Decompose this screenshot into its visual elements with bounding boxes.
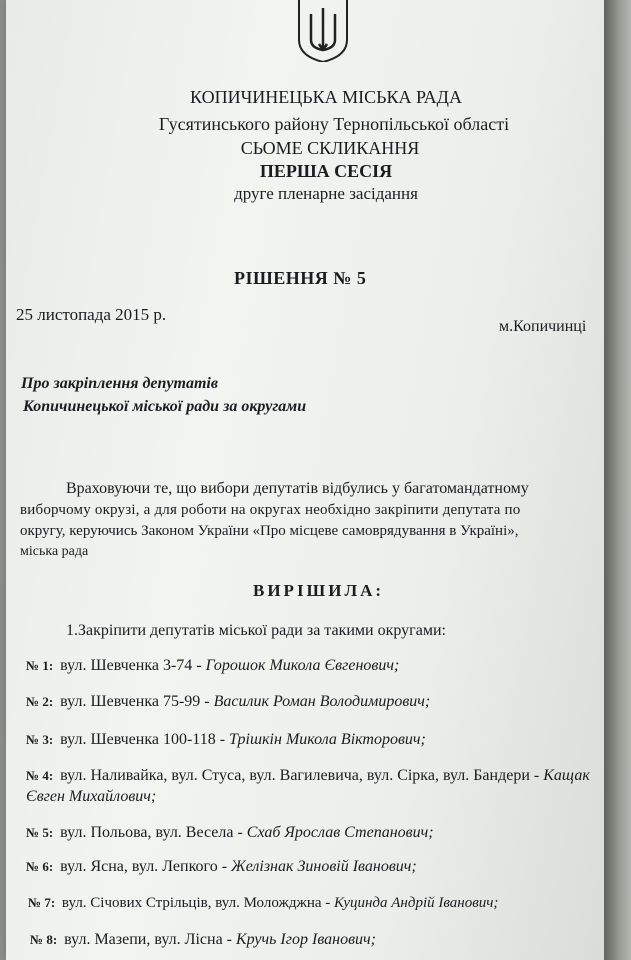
district-row-4 bbox=[26, 765, 616, 807]
district-row-7 bbox=[28, 893, 498, 913]
district-streets: вул. Січових Стрільців, вул. Моложджна - bbox=[61, 895, 331, 911]
district-number: № 7: bbox=[28, 895, 56, 910]
preamble-line-2: виборчому окрузі, а для роботи на округах необхідно закріпити депутата по bbox=[20, 502, 521, 518]
district-number: № 2: bbox=[26, 694, 54, 709]
district-number: № 5: bbox=[26, 825, 54, 840]
district-number: № 4: bbox=[26, 768, 54, 783]
district-row-8 bbox=[30, 930, 376, 950]
district-streets: вул. Мазепи, вул. Лісна - bbox=[64, 931, 232, 948]
district-deputy: Кащак Євген Михайлович; bbox=[26, 767, 590, 805]
district-name: Гусятинського району Тернопільської області bbox=[158, 114, 510, 134]
meeting: друге пленарне засідання bbox=[234, 184, 418, 203]
preamble-line-3: округу, керуючись Законом України «Про місцеве самоврядування в Україні», bbox=[20, 523, 519, 539]
decision-date: 25 листопада 2015 р. bbox=[16, 305, 167, 324]
district-number: № 3: bbox=[26, 732, 54, 747]
district-deputy: Василик Роман Володимирович; bbox=[213, 693, 431, 710]
district-row-1 bbox=[26, 656, 399, 676]
subject-line-2: Копичинецької міської ради за округами bbox=[23, 398, 307, 415]
district-streets: вул. Польова, вул. Весела - bbox=[60, 824, 243, 841]
district-deputy: Горошок Микола Євгенович; bbox=[205, 657, 400, 674]
preamble-line-4: міська рада bbox=[20, 544, 89, 559]
district-deputy: Кручь Ігор Іванович; bbox=[236, 931, 377, 948]
convocation: СЬОМЕ СКЛИКАННЯ bbox=[240, 138, 420, 158]
district-number: № 8: bbox=[30, 932, 58, 947]
decision-title: РІШЕННЯ № 5 bbox=[234, 268, 367, 288]
document-page bbox=[6, 0, 604, 960]
district-streets: вул. Шевченка 3-74 - bbox=[60, 657, 202, 674]
district-streets: вул. Наливайка, вул. Стуса, вул. Вагилевича, вул. Сірка, вул. Бандери - bbox=[60, 767, 540, 784]
district-deputy: Куцинда Андрій Іванович; bbox=[334, 895, 499, 911]
district-streets: вул. Ясна, вул. Лепкого - bbox=[60, 858, 228, 875]
district-row-5 bbox=[26, 823, 434, 843]
district-streets: вул. Шевченка 75-99 - bbox=[60, 693, 210, 710]
item-1: 1.Закріпити депутатів міської ради за такими округами: bbox=[66, 622, 446, 639]
district-deputy: Желізнак Зиновій Іванович; bbox=[231, 858, 417, 875]
district-number: № 6: bbox=[26, 859, 54, 874]
subject-line-1: Про закріплення депутатів bbox=[21, 375, 218, 392]
preamble-line-1: Враховуючи те, що вибори депутатів відбулись у багатомандатному bbox=[66, 480, 529, 497]
session: ПЕРША СЕСІЯ bbox=[259, 161, 393, 181]
district-row-6 bbox=[26, 857, 417, 877]
council-name: КОПИЧИНЕЦЬКА МІСЬКА РАДА bbox=[190, 87, 462, 107]
background-edge bbox=[604, 0, 631, 960]
district-deputy: Схаб Ярослав Степанович; bbox=[246, 824, 434, 841]
district-number: № 1: bbox=[26, 658, 54, 673]
decision-city: м.Копичинці bbox=[499, 318, 587, 335]
district-row-3 bbox=[26, 730, 426, 750]
coat-of-arms-icon bbox=[293, 0, 353, 62]
district-deputy: Трішкін Микола Вікторович; bbox=[229, 731, 426, 748]
district-streets: вул. Шевченка 100-118 - bbox=[60, 731, 226, 748]
district-row-2 bbox=[26, 692, 430, 712]
resolved-heading: ВИРІШИЛА: bbox=[253, 581, 385, 600]
